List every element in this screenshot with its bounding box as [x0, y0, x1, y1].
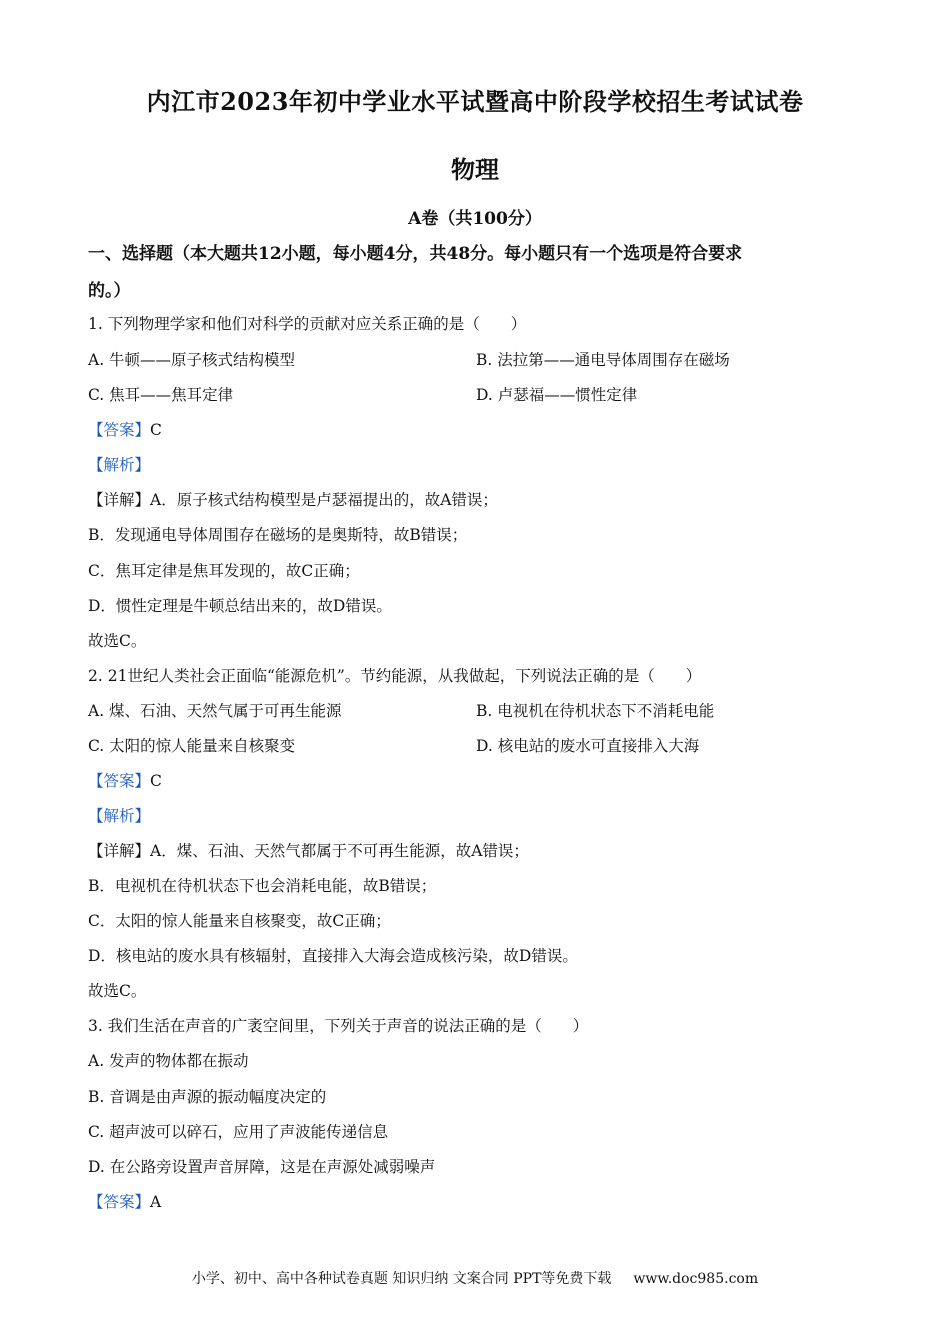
- q3-answer-value: A: [150, 1193, 162, 1211]
- exam-title: 内江市2023年初中学业水平试暨高中阶段学校招生考试试卷: [146, 87, 804, 116]
- footer-site-link[interactable]: www.doc985.com: [633, 1271, 759, 1287]
- footer-text: 小学、初中、高中各种试卷真题 知识归纳 文案合同 PPT等免费下载: [191, 1271, 612, 1287]
- section-heading: [88, 236, 868, 310]
- q2-stem: 2. 21世纪人类社会正面临“能源危机”。节约能源，从我做起，下列说法正确的是（ ）: [88, 667, 702, 685]
- q2-answer: [88, 770, 162, 792]
- subject-heading: 物理: [451, 155, 499, 184]
- q3-answer: [88, 1191, 161, 1213]
- q3-option-a: A. 发声的物体都在振动: [88, 1052, 249, 1070]
- q1-stem: 1. 下列物理学家和他们对科学的贡献对应关系正确的是（ ）: [88, 315, 527, 333]
- q3-stem: 3. 我们生活在声音的广袤空间里，下列关于声音的说法正确的是（ ）: [88, 1017, 589, 1035]
- q2-analysis-label: 【解析】: [88, 807, 151, 825]
- q1-detail-c: C．焦耳定律是焦耳发现的，故C正确；: [88, 562, 360, 580]
- q3-option-b: B. 音调是由声源的振动幅度决定的: [88, 1088, 327, 1106]
- detail-label: 【详解】: [88, 842, 151, 860]
- section-heading-line-1: 一、选择题（本大题共12小题，每小题4分，共48分。每小题只有一个选项是符合要求: [88, 244, 743, 264]
- q1-detail-d: D．惯性定理是牛顿总结出来的，故D错误。: [88, 597, 392, 615]
- q2-option-a: A. 煤、石油、天然气属于可再生能源: [88, 702, 342, 720]
- answer-label: 【答案】: [88, 772, 151, 790]
- q2-answer-value: C: [150, 772, 162, 790]
- q1-detail-a: [88, 489, 498, 511]
- q1-option-c: C. 焦耳——焦耳定律: [88, 386, 234, 404]
- detail-label: 【详解】: [88, 491, 151, 509]
- q2-detail-d: D．核电站的废水具有核辐射，直接排入大海会造成核污染，故D错误。: [88, 947, 578, 965]
- q1-conclusion: 故选C。: [88, 632, 147, 650]
- q2-conclusion: 故选C。: [88, 982, 147, 1000]
- answer-label: 【答案】: [88, 421, 151, 439]
- q1-analysis-label: 【解析】: [88, 456, 151, 474]
- answer-label: 【答案】: [88, 1193, 151, 1211]
- q3-option-c: C. 超声波可以碎石，应用了声波能传递信息: [88, 1123, 389, 1141]
- q2-detail-b: B．电视机在待机状态下也会消耗电能，故B错误；: [88, 877, 437, 895]
- q2-option-b: B. 电视机在待机状态下不消耗电能: [476, 702, 715, 720]
- q2-detail-a-text: A．煤、石油、天然气都属于不可再生能源，故A错误；: [150, 842, 529, 860]
- q1-answer-value: C: [150, 421, 162, 439]
- q2-detail-c: C．太阳的惊人能量来自核聚变，故C正确；: [88, 912, 391, 930]
- q1-answer: [88, 419, 162, 441]
- q1-detail-a-text: A．原子核式结构模型是卢瑟福提出的，故A错误；: [150, 491, 498, 509]
- q1-option-a: A. 牛顿——原子核式结构模型: [88, 351, 296, 369]
- q2-option-c: C. 太阳的惊人能量来自核聚变: [88, 737, 296, 755]
- q1-detail-b: B．发现通电导体周围存在磁场的是奥斯特，故B错误；: [88, 526, 468, 544]
- page-footer: [0, 1268, 950, 1288]
- volume-heading: A卷（共100分）: [408, 209, 542, 229]
- q1-option-b: B. 法拉第——通电导体周围存在磁场: [476, 351, 730, 369]
- q1-option-d: D. 卢瑟福——惯性定律: [476, 386, 638, 404]
- q2-option-d: D. 核电站的废水可直接排入大海: [476, 737, 700, 755]
- section-heading-line-2: 的。）: [88, 281, 131, 301]
- q2-detail-a: [88, 840, 529, 862]
- q3-option-d: D. 在公路旁设置声音屏障，这是在声源处减弱噪声: [88, 1158, 436, 1176]
